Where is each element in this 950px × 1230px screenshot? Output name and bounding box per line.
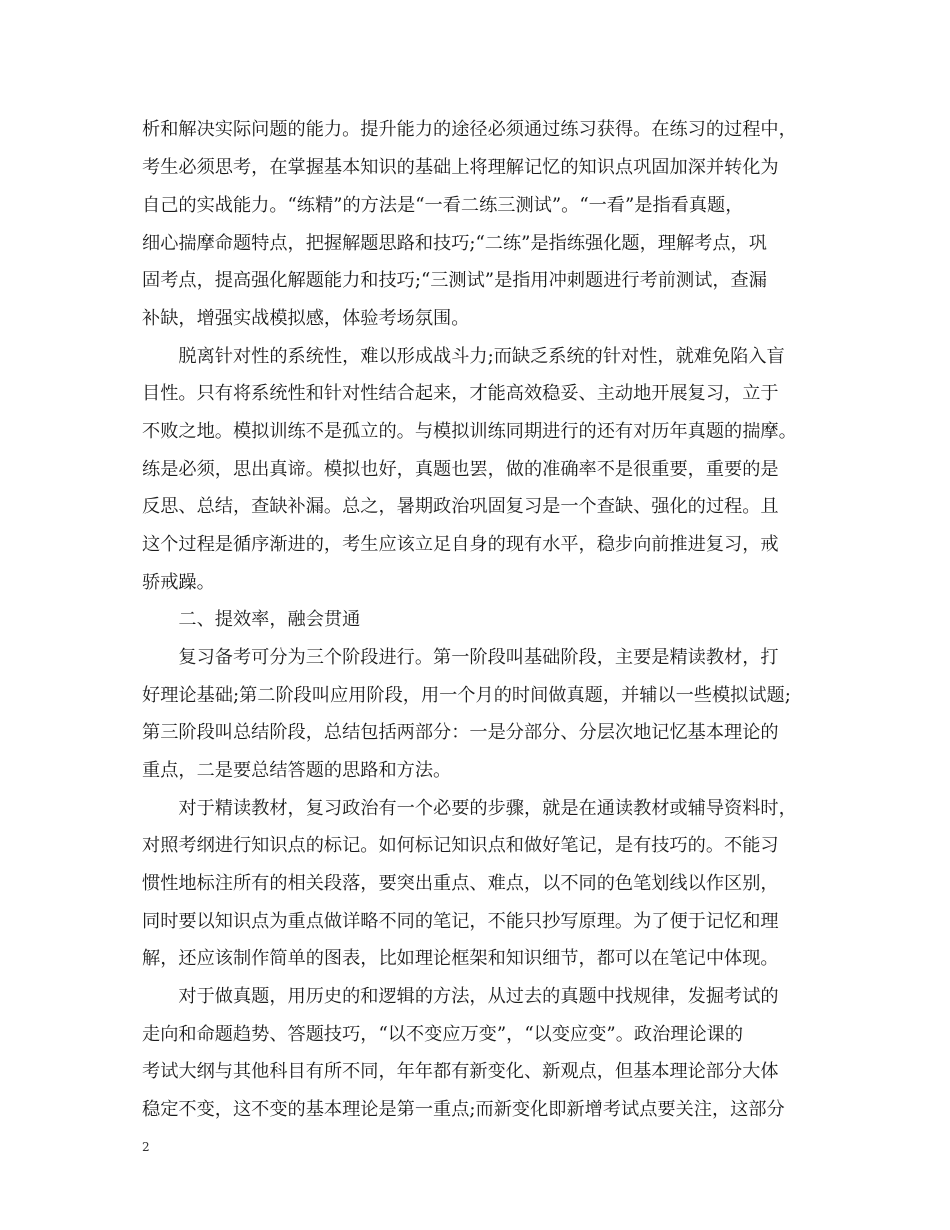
text-line: 目性。只有将系统性和针对性结合起来，才能高效稳妥、主动地开展复习，立于 (142, 383, 779, 404)
text-line: 骄戒躁。 (142, 572, 215, 593)
text-line: 这个过程是循序渐进的，考生应该立足自身的现有水平，稳步向前推进复习，戒 (142, 534, 779, 555)
text-line: 析和解决实际问题的能力。提升能力的途径必须通过练习获得。在练习的过程中， (142, 119, 797, 140)
text-line: 解，还应该制作简单的图表，比如理论框架和知识细节，都可以在笔记中体现。 (142, 948, 779, 969)
text-line: 固考点，提高强化解题能力和技巧;“三测试”是指用冲刺题进行考前测试，查漏 (142, 270, 767, 291)
text-line: 第三阶段叫总结阶段，总结包括两部分：一是分部分、分层次地记忆基本理论的 (142, 722, 779, 743)
text-line: 反思、总结，查缺补漏。总之，暑期政治巩固复习是一个查缺、强化的过程。且 (142, 496, 779, 517)
text-line: 同时要以知识点为重点做详略不同的笔记，不能只抄写原理。为了便于记忆和理 (142, 911, 779, 932)
text-line: 练是必须，思出真谛。模拟也好，真题也罢，做的准确率不是很重要，重要的是 (142, 459, 779, 480)
text-line: 不败之地。模拟训练不是孤立的。与模拟训练同期进行的还有对历年真题的揣摩。 (142, 421, 797, 442)
text-line: 惯性地标注所有的相关段落，要突出重点、难点，以不同的色笔划线以作区别， (142, 873, 779, 894)
text-line: 细心揣摩命题特点，把握解题思路和技巧;“二练”是指练强化题，理解考点，巩 (142, 233, 767, 254)
text-line: 对于精读教材，复习政治有一个必要的步骤，就是在通读教材或辅导资料时， (142, 798, 797, 819)
text-line: 对照考纲进行知识点的标记。如何标记知识点和做好笔记，是有技巧的。不能习 (142, 835, 779, 856)
page-number: 2 (142, 1140, 150, 1154)
text-line: 好理论基础;第二阶段叫应用阶段，用一个月的时间做真题，并辅以一些模拟试题; (142, 685, 791, 706)
text-line: 走向和命题趋势、答题技巧，“以不变应万变”，“以变应变”。政治理论课的 (142, 1024, 744, 1045)
text-line: 对于做真题，用历史的和逻辑的方法，从过去的真题中找规律，发掘考试的 (142, 986, 779, 1007)
text-line: 稳定不变，这不变的基本理论是第一重点;而新变化即新增考试点要关注，这部分 (142, 1099, 785, 1120)
text-line: 复习备考可分为三个阶段进行。第一阶段叫基础阶段，主要是精读教材，打 (142, 647, 779, 668)
text-line: 考生必须思考，在掌握基本知识的基础上将理解记忆的知识点巩固加深并转化为 (142, 157, 779, 178)
text-line: 脱离针对性的系统性，难以形成战斗力;而缺乏系统的针对性，就难免陷入盲 (142, 346, 785, 367)
section-heading: 二、提效率，融会贯通 (142, 609, 361, 630)
text-line: 补缺，增强实战模拟感，体验考场氛围。 (142, 308, 470, 329)
text-line: 自己的实战能力。“练精”的方法是“一看二练三测试”。“一看”是指看真题， (142, 195, 744, 216)
text-line: 考试大纲与其他科目有所不同，年年都有新变化、新观点，但基本理论部分大体 (142, 1061, 779, 1082)
text-line: 重点，二是要总结答题的思路和方法。 (142, 760, 452, 781)
